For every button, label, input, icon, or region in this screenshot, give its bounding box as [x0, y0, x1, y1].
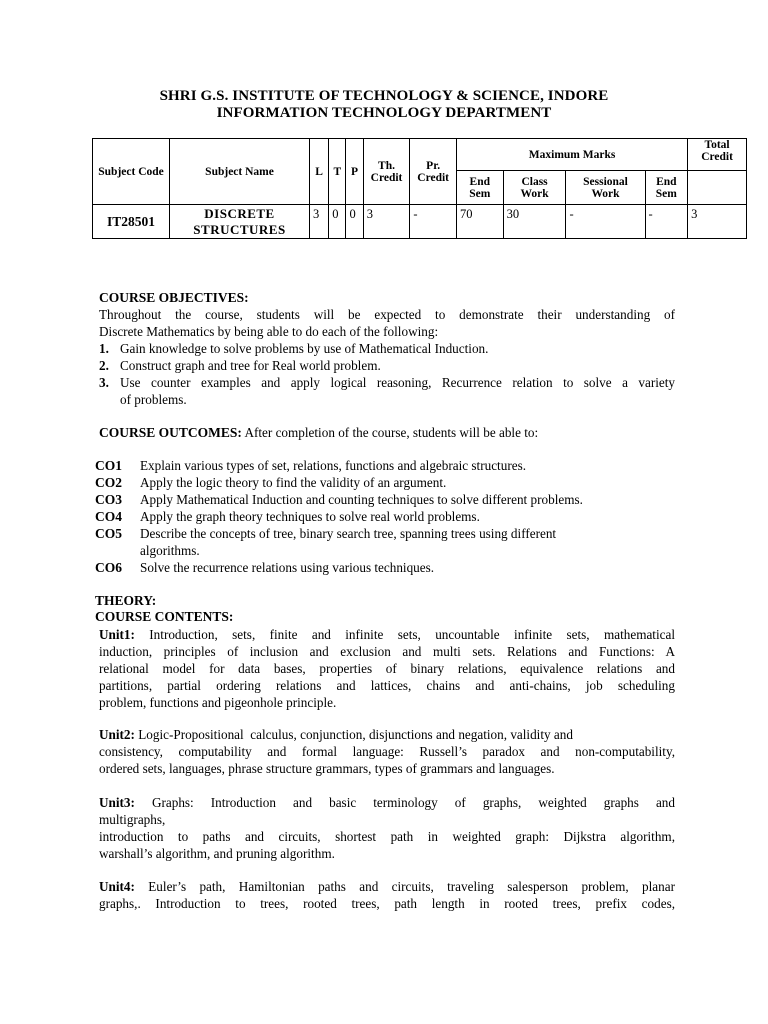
header-pr-credit: Pr. Credit	[410, 139, 457, 205]
institute-title: SHRI G.S. INSTITUTE OF TECHNOLOGY & SCIENCE, INDORE	[159, 88, 609, 104]
unit-label: Unit2:	[99, 727, 135, 742]
outcome-text	[140, 525, 695, 559]
header-end-sem-theory: End Sem	[456, 171, 503, 205]
outcome-text: Apply the logic theory to find the validity of an argument.	[140, 475, 447, 490]
cell-th-credit: 3	[363, 205, 410, 239]
outcome-text: Apply the graph theory techniques to solve real world problems.	[140, 509, 480, 524]
outcome-text: Explain various types of set, relations, functions and algebraic structures.	[140, 458, 526, 473]
unit-text-line: Logic-Propositional calculus, conjunction, disjunctions and negation, validity and	[134, 727, 573, 742]
header-class-work: Class Work	[503, 171, 566, 205]
cell-pr-credit: -	[410, 205, 457, 239]
objective-number: 3.	[99, 375, 109, 390]
cell-subject-name: DISCRETE STRUCTURES	[170, 205, 310, 239]
cell-t: 0	[329, 205, 346, 239]
header-maximum-marks: Maximum Marks	[456, 139, 687, 171]
scheme-table	[92, 138, 747, 239]
objective-text: Construct graph and tree for Real world problem.	[120, 358, 381, 373]
objective-number: 2.	[99, 358, 109, 373]
objective-number: 1.	[99, 341, 109, 356]
theory-heading: THEORY:	[95, 593, 157, 608]
outcome-text: Solve the recurrence relations using various techniques.	[140, 560, 435, 575]
header-sessional-work: Sessional Work	[566, 171, 645, 205]
unit-label: Unit1:	[99, 627, 135, 642]
table-row	[93, 205, 747, 239]
header-th-credit: Th. Credit	[363, 139, 410, 205]
cell-class-work: 30	[503, 205, 566, 239]
unit-text-line: relational model for data bases, properties of binary relations, equivalence relations and	[99, 661, 675, 676]
objectives-heading: COURSE OBJECTIVES:	[99, 290, 249, 305]
outcome-code: CO1	[95, 458, 122, 473]
unit-1	[99, 626, 675, 711]
objective-text: Gain knowledge to solve problems by use of Mathematical Induction.	[120, 341, 489, 356]
header-p: P	[346, 139, 363, 205]
outcome-code: CO5	[95, 526, 122, 541]
header-t: T	[329, 139, 346, 205]
objective-text-line2: of problems.	[120, 392, 187, 407]
outcome-code: CO6	[95, 560, 122, 575]
header-end-sem-practical: End Sem	[645, 171, 688, 205]
header-total-credit: Total Credit	[688, 139, 747, 171]
outcomes-intro: After completion of the course, students will be able to:	[241, 425, 539, 440]
outcome-item	[95, 525, 695, 559]
outcome-code: CO3	[95, 492, 122, 507]
outcomes-heading: COURSE OUTCOMES:	[99, 425, 242, 440]
outcome-text-line2: algorithms.	[140, 543, 200, 558]
objective-text	[120, 374, 675, 408]
unit-text-line: ordered sets, languages, phrase structure grammars, types of grammars and languages.	[99, 761, 555, 776]
unit-label: Unit3:	[99, 795, 135, 810]
cell-p: 0	[346, 205, 363, 239]
outcomes-heading-line	[99, 424, 675, 441]
outcome-code: CO2	[95, 475, 122, 490]
cell-sessional-work: -	[566, 205, 645, 239]
unit-text-line: consistency, computability and formal language: Russell’s paradox and non-computability,	[99, 744, 675, 759]
header-l: L	[309, 139, 328, 205]
unit-text-line: Graphs: Introduction and basic terminology of graphs, weighted graphs and	[134, 795, 675, 810]
objective-item	[99, 374, 675, 408]
objective-item	[99, 340, 675, 357]
cell-end-sem-practical: -	[645, 205, 688, 239]
unit-text-line: Introduction, sets, finite and infinite sets, uncountable infinite sets, mathematical	[134, 627, 675, 642]
unit-text-line: introduction to paths and circuits, shortest path in weighted graph: Dijkstra algorithm,	[99, 829, 675, 844]
cell-end-sem-theory: 70	[456, 205, 503, 239]
table-header-row	[93, 139, 747, 171]
unit-label: Unit4:	[99, 879, 135, 894]
department-title: INFORMATION TECHNOLOGY DEPARTMENT	[216, 105, 552, 121]
objectives-intro-line1: Throughout the course, students will be expected to demonstrate their understanding of	[99, 307, 675, 322]
cell-l: 3	[309, 205, 328, 239]
outcome-code: CO4	[95, 509, 122, 524]
outcome-item	[95, 457, 695, 474]
unit-text-line: problem, functions and pigeonhole principle.	[99, 695, 337, 710]
unit-3	[99, 794, 675, 862]
unit-text-line: partitions, partial ordering relations and lattices, chains and anti-chains, job scheduling	[99, 678, 675, 693]
unit-text-line: multigraphs,	[99, 812, 166, 827]
outcome-item	[95, 491, 695, 508]
unit-text-line: Euler’s path, Hamiltonian paths and circuits, traveling salesperson problem, planar	[134, 879, 675, 894]
unit-4	[99, 878, 675, 912]
outcome-item	[95, 474, 695, 491]
header-subject-code: Subject Code	[93, 139, 170, 205]
cell-total-credit: 3	[688, 205, 747, 239]
unit-2	[99, 726, 675, 777]
cell-subject-code: IT28501	[93, 205, 170, 239]
objectives-intro-line2: Discrete Mathematics by being able to do each of the following:	[99, 324, 439, 339]
outcome-item	[95, 559, 695, 576]
outcome-text: Apply Mathematical Induction and counting techniques to solve different problems.	[140, 492, 583, 507]
objective-text-line1: Use counter examples and apply logical reasoning, Recurrence relation to solve a variety	[120, 375, 675, 390]
objectives-intro	[99, 306, 675, 340]
header-subject-name: Subject Name	[170, 139, 310, 205]
course-contents-heading: COURSE CONTENTS:	[95, 609, 234, 624]
objective-item	[99, 357, 675, 374]
unit-text-line: induction, principles of inclusion and exclusion and multi sets. Relations and Functions: A	[99, 644, 675, 659]
unit-text-line: graphs,. Introduction to trees, rooted trees, path length in rooted trees, prefix codes,	[99, 896, 675, 911]
unit-text-line: warshall’s algorithm, and pruning algorithm.	[99, 846, 335, 861]
header-total-credit-blank	[688, 171, 747, 205]
outcome-text-line1: Describe the concepts of tree, binary search tree, spanning trees using different	[140, 526, 557, 541]
outcome-item	[95, 508, 695, 525]
